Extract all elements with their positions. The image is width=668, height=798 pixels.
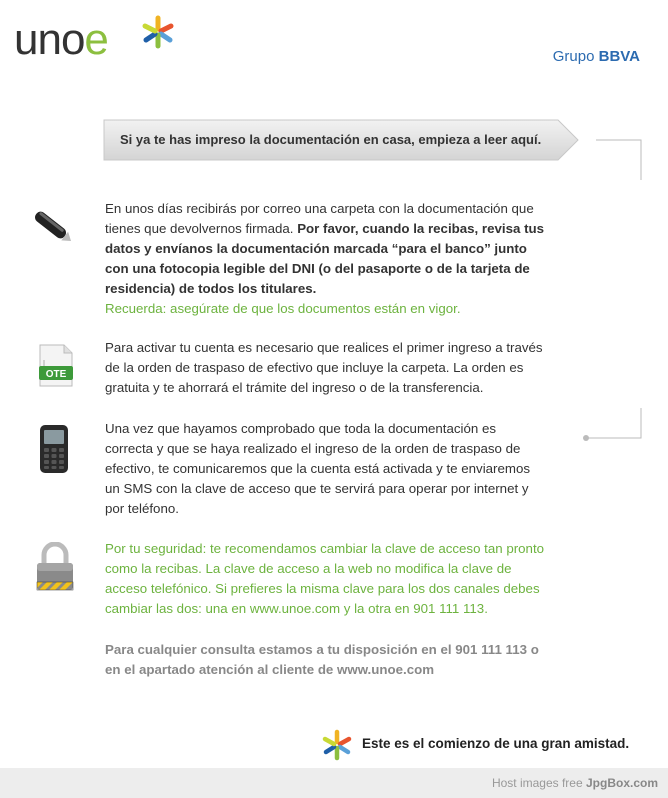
sms-text: Una vez que hayamos comprobado que toda la documentación es correcta y que se haya realizado el ingreso de la orden de traspaso de efectivo, te comunicaremos que la cuenta está activada y te enviaremos un SMS con la clave de acceso que te servirá para operar por internet y por teléfono. [105, 421, 530, 516]
documents-section [105, 199, 545, 319]
logo-wordmark: unoe [14, 15, 108, 64]
unoe-logo[interactable] [14, 15, 108, 64]
ote-section [105, 338, 545, 398]
grupo-bbva-logo[interactable]: Grupo BBVA [552, 48, 640, 65]
asterisk-logo-icon [140, 14, 176, 50]
documents-reminder: Recuerda: asegúrate de que los documentos están en vigor. [105, 301, 461, 316]
padlock-icon [34, 542, 76, 592]
asterisk-logo-icon [320, 728, 354, 762]
document-icon [36, 344, 76, 388]
closing-tagline: Este es el comienzo de una gran amistad. [362, 736, 630, 751]
mobile-phone-icon [38, 424, 70, 474]
ote-text: Para activar tu cuenta es necesario que realices el primer ingreso a través de la orden de traspaso de efectivo que incluye la carpeta. La orden es gratuita y te ahorrará el trámite del ingreso o de la transferencia. [105, 340, 543, 395]
footer-credit[interactable]: Host images free JpgBox.com [491, 776, 658, 790]
banner-text: Si ya te has impreso la documentación en casa, empieza a leer aquí. [120, 132, 542, 147]
contact-text: Para cualquier consulta estamos a tu disposición en el 901 111 113 o en el apartado atención al cliente de www.unoe.com [105, 642, 539, 677]
footer-bar [0, 768, 668, 798]
start-here-banner [100, 118, 580, 162]
documents-intro: En unos días recibirás por correo una carpeta con la documentación que tienes que devolvernos firmada. [105, 201, 534, 236]
security-section [105, 539, 545, 619]
sms-section [105, 419, 545, 519]
documents-instructions: Por favor, cuando la recibas, revisa tus datos y envíanos la documentación marcada “para el banco” junto con una fotocopia legible del DNI (o del pasaporte o de la tarjeta de residencia) de todos los titulares. [105, 221, 545, 296]
ote-label: OTE [45, 369, 67, 380]
security-text: Por tu seguridad: te recomendamos cambiar la clave de acceso tan pronto como la recibas. La clave de acceso a la web no modifica la clave de acceso telefónico. Si prefieres la misma clave para los dos canales debes cambiar las dos: una en www.unoe.com y la otra en 901 111 113. [105, 541, 545, 616]
contact-section [105, 640, 545, 680]
pen-icon [26, 202, 76, 250]
